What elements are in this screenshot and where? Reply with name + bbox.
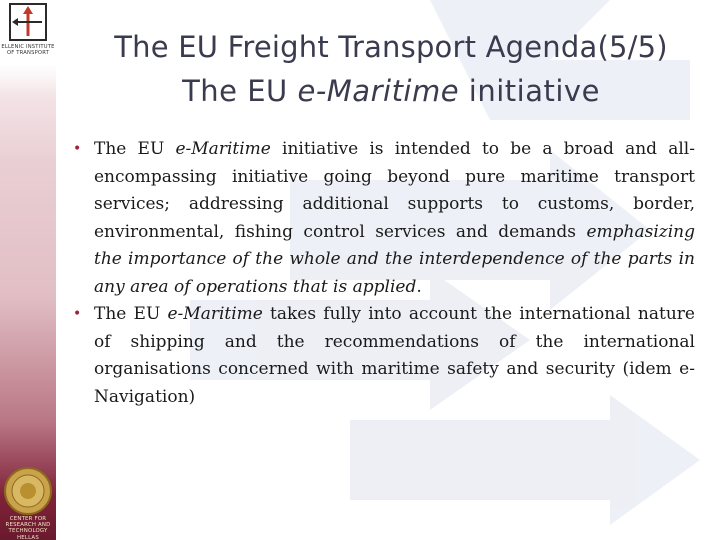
subtitle-suffix: initiative — [459, 74, 600, 108]
bullet-text: The EU — [94, 139, 176, 159]
bullet-item — [70, 136, 695, 301]
bullet-dot-icon: • — [73, 306, 82, 322]
bullet-text: initiative is intended to be a broad and all-encompassing initiative going beyond pure maritime transport services; addressing additional supports to customs, border, environmental, fishing control services and demands — [94, 139, 695, 242]
left-decorative-strip — [0, 0, 56, 540]
subtitle-prefix: The EU — [182, 74, 298, 108]
bullet-text-italic: emphasizing the importance of the whole and the interdependence of the parts in any area of operations that is applied — [94, 221, 695, 297]
bullet-text: takes fully into account the international nature of shipping and the recommendations of the international organisations concerned with maritime safety and security (idem e-Navigation) — [94, 304, 695, 407]
bullet-text: . — [416, 276, 422, 297]
hit-logo-text: ELLENIC INSTITUTE OF TRANSPORT — [1, 44, 55, 56]
slide-subtitle — [62, 74, 720, 108]
subtitle-italic: e-Maritime — [297, 74, 460, 108]
bullet-text-italic: e-Maritime — [175, 139, 271, 159]
certh-seal-icon — [3, 466, 53, 516]
bullet-list — [70, 136, 695, 411]
bullet-text: The EU — [94, 304, 168, 324]
slide-title: The EU Freight Transport Agenda(5/5) — [114, 30, 668, 64]
bullet-dot-icon: • — [73, 141, 82, 157]
bullet-text-italic: e-Maritime — [167, 304, 263, 324]
certh-logo-text: CENTER FOR RESEARCH AND TECHNOLOGY HELLAS — [5, 516, 51, 540]
bullet-item — [70, 301, 695, 411]
